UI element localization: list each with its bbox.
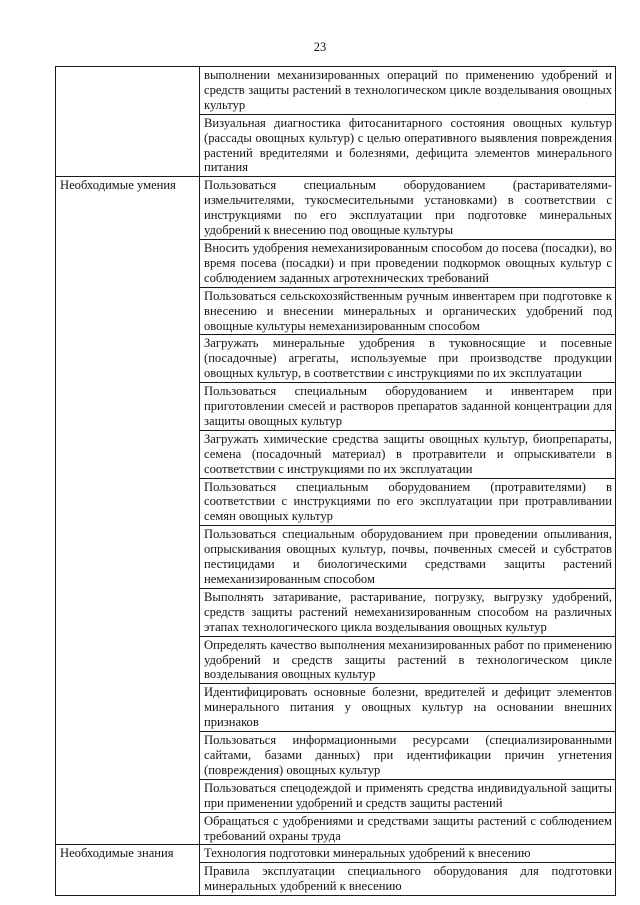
requirement-item: выполнении механизированных операций по применению удобрений и средств защиты растений в технологическом цикле возделывания овощных культур (200, 67, 616, 115)
requirement-item: Пользоваться специальным оборудованием (протравителями) в соответствии с инструкциями по его эксплуатации при протравливании семян овощных культур (200, 478, 616, 526)
requirement-item: Вносить удобрения немеханизированным способом до посева (посадки), во время посева (посадки) и при проведении подкормок овощных культур с соблюдением заданных агротехнических требований (200, 239, 616, 287)
requirement-item: Определять качество выполнения механизированных работ по применению удобрений и средств защиты растений в технологическом цикле возделывания овощных культур (200, 636, 616, 684)
requirement-item: Визуальная диагностика фитосанитарного состояния овощных культур (рассады овощных культур) с целью оперативного выявления повреждения растений вредителями и болезнями, дефицита элементов минерального питания (200, 114, 616, 177)
requirement-item: Пользоваться специальным оборудованием (растаривателями-измельчителями, тукосмесительными установками) в соответствии с инструкциями по его эксплуатации при подготовке минеральных удобрений к внесению под овощные культуры (200, 177, 616, 240)
requirement-item: Идентифицировать основные болезни, вредителей и дефицит элементов минерального питания у овощных культур на основании внешних признаков (200, 684, 616, 732)
requirement-item: Пользоваться специальным оборудованием и инвентарем при приготовлении смесей и растворов препаратов заданной концентрации для защиты овощных культур (200, 383, 616, 431)
competency-table-body (56, 67, 616, 896)
section-label (56, 67, 200, 177)
section-label: Необходимые умения (56, 177, 200, 845)
requirement-item: Загружать химические средства защиты овощных культур, биопрепараты, семена (посадочный материал) в протравители и опрыскиватели в соответствии с инструкциями по их эксплуатации (200, 430, 616, 478)
requirement-item: Пользоваться информационными ресурсами (специализированными сайтами, базами данных) при идентификации причин угнетения (повреждения) овощных культур (200, 732, 616, 780)
section-label: Необходимые знания (56, 845, 200, 896)
requirement-item: Загружать минеральные удобрения в туковносящие и посевные (посадочные) агрегаты, используемые при производстве продукции овощных культур, в соответствии с инструкциями по их эксплуатации (200, 335, 616, 383)
requirement-item: Пользоваться специальным оборудованием при проведении опыливания, опрыскивания овощных культур, почвы, почвенных смесей и субстратов пестицидами и биологическими средствами защиты растений немеханизированным способом (200, 526, 616, 589)
requirement-item: Технология подготовки минеральных удобрений к внесению (200, 845, 616, 863)
requirement-item: Обращаться с удобрениями и средствами защиты растений с соблюдением требований охраны труда (200, 812, 616, 845)
table-row (56, 67, 616, 115)
page-number: 23 (313, 40, 327, 54)
requirement-item: Выполнять затаривание, растаривание, погрузку, выгрузку удобрений, средств защиты растений немеханизированным способом на различных этапах технологического цикла возделывания овощных культур (200, 588, 616, 636)
requirement-item: Правила эксплуатации специального оборудования для подготовки минеральных удобрений к внесению (200, 863, 616, 896)
requirement-item: Пользоваться сельскохозяйственным ручным инвентарем при подготовке к внесению и внесении минеральных и органических удобрений под овощные культуры немеханизированным способом (200, 287, 616, 335)
competency-table (55, 66, 616, 896)
requirement-item: Пользоваться спецодеждой и применять средства индивидуальной защиты при применении удобрений и средств защиты растений (200, 779, 616, 812)
table-row (56, 177, 616, 240)
table-row (56, 845, 616, 863)
